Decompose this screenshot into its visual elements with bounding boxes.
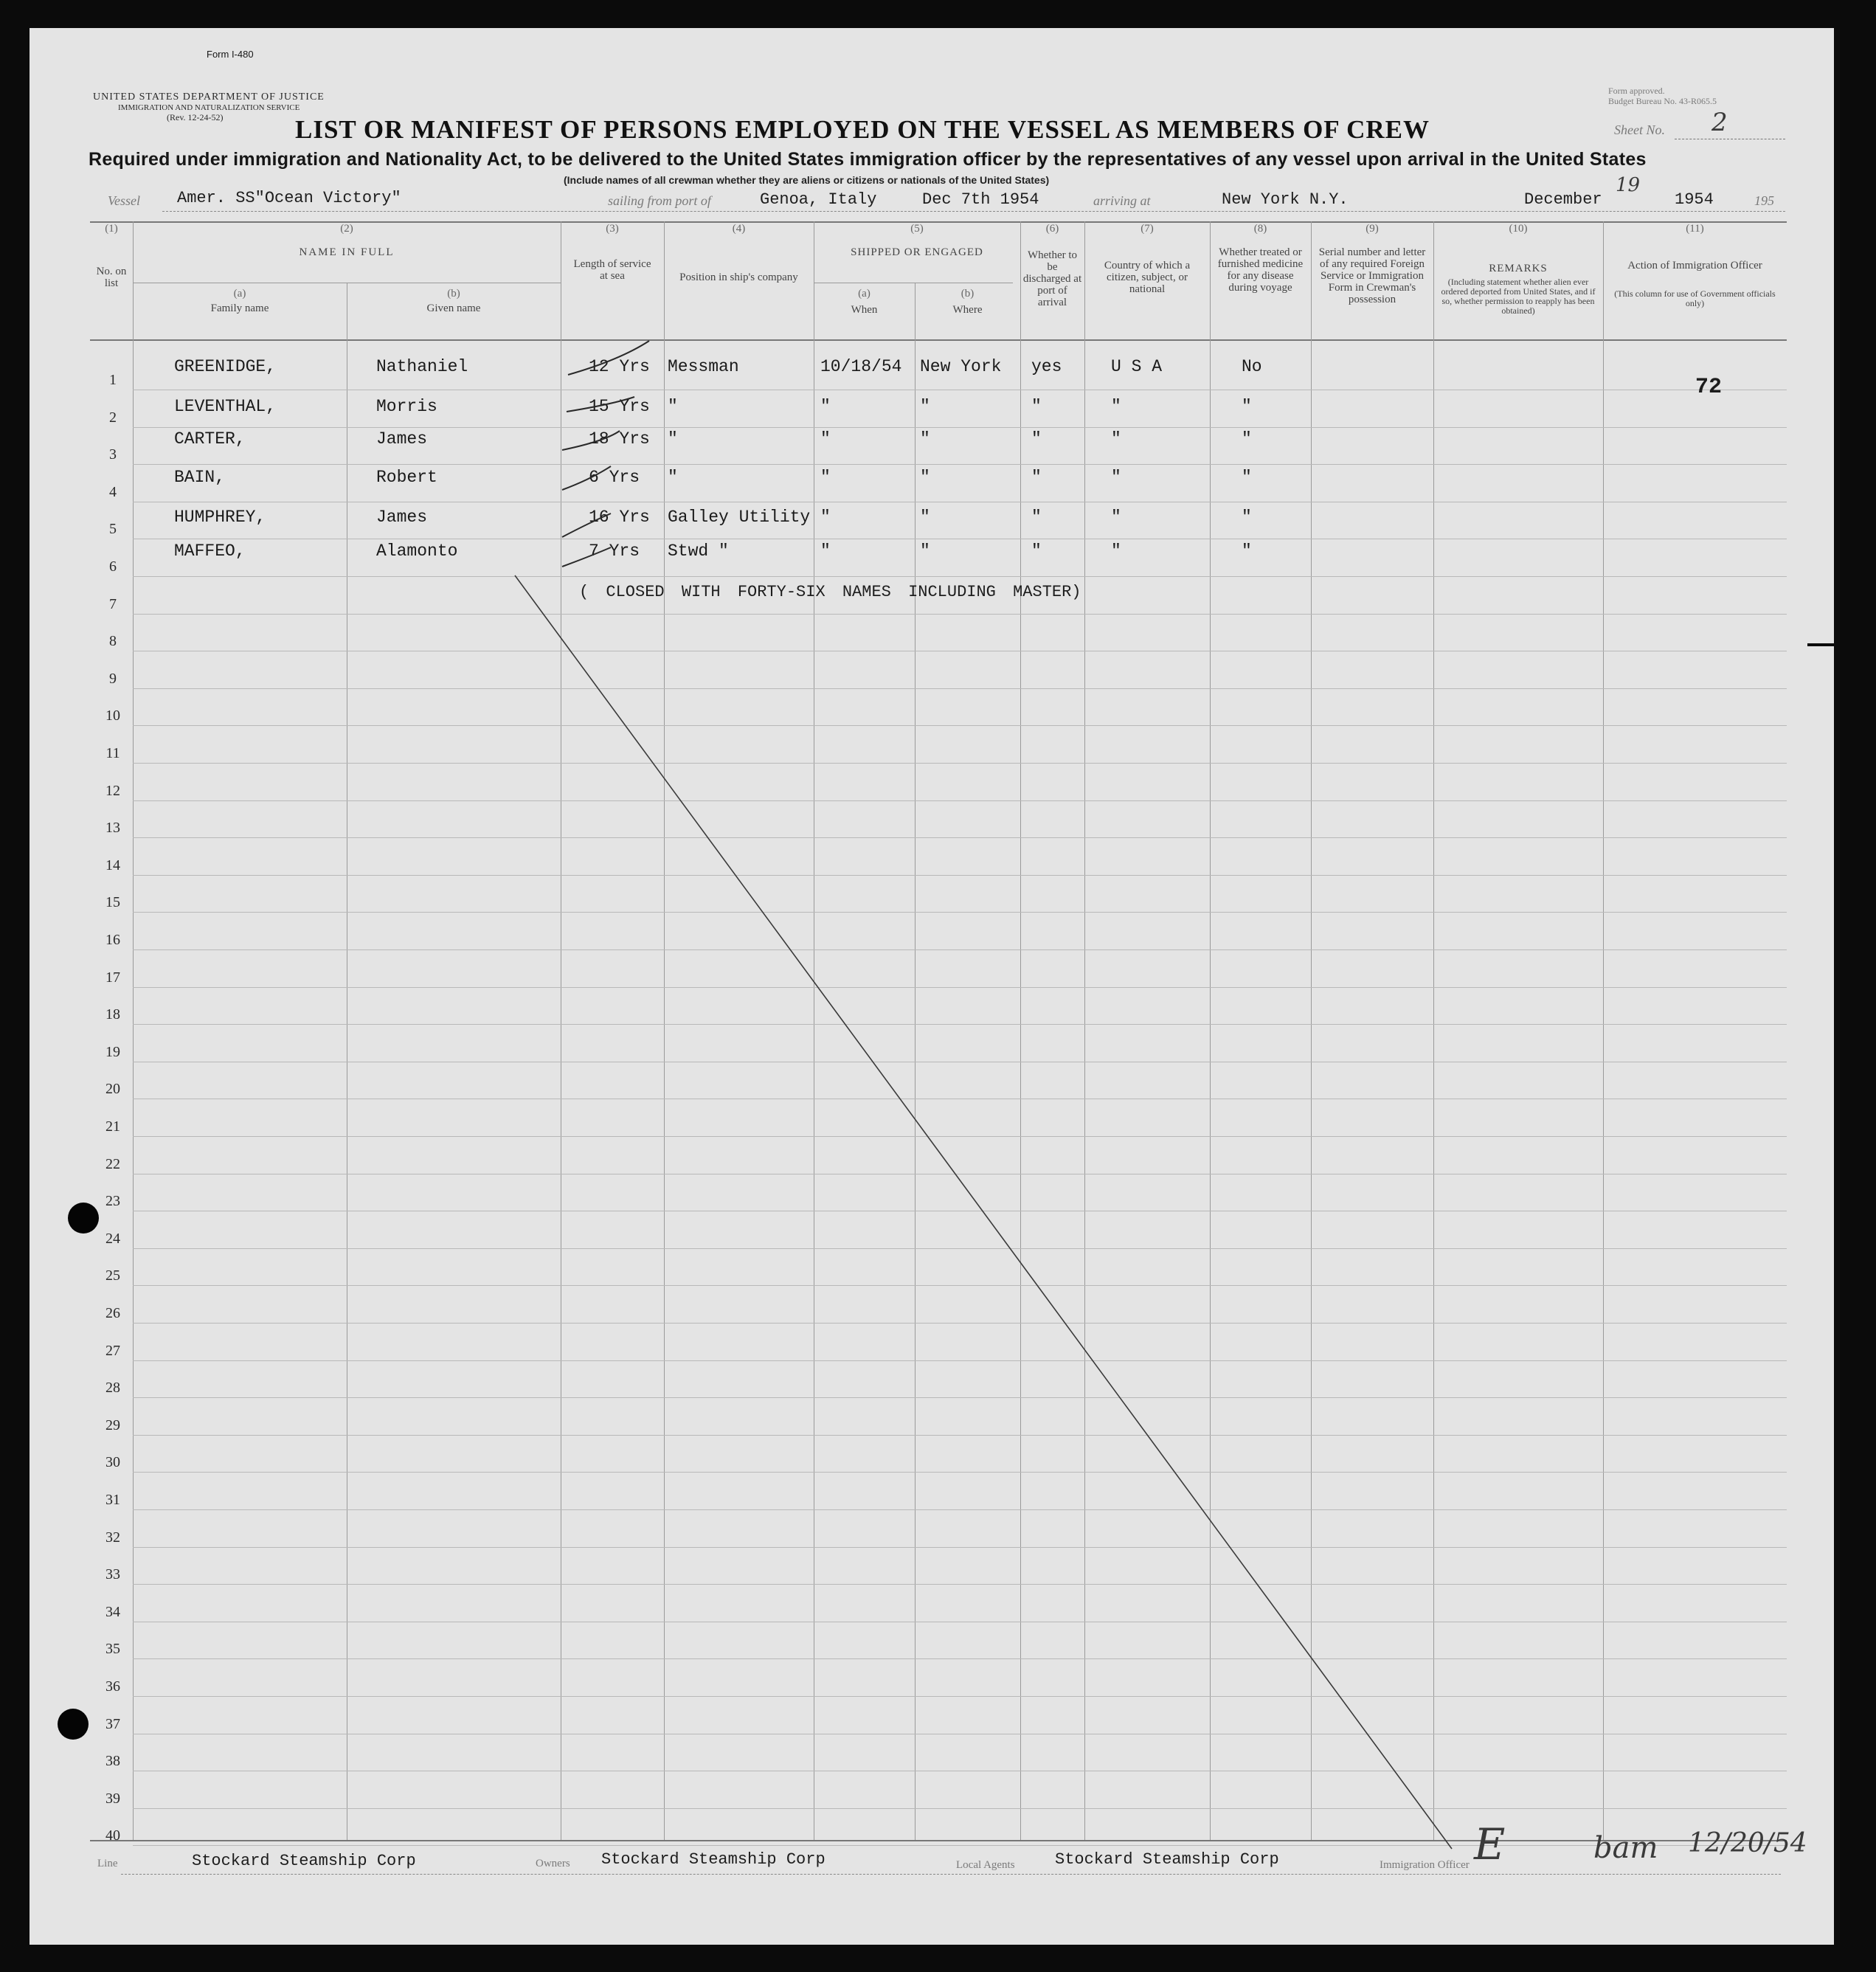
- cell-service: 18 Yrs: [589, 429, 650, 449]
- line-number: 4: [109, 484, 117, 500]
- col4-num: (4): [732, 223, 746, 235]
- col5a-num: (a): [858, 288, 870, 300]
- cell-medicine: ": [1242, 542, 1252, 561]
- line-number: 32: [105, 1529, 120, 1546]
- line-number: 20: [105, 1081, 120, 1097]
- cell-discharged: ": [1031, 429, 1042, 449]
- page-title: LIST OR MANIFEST OF PERSONS EMPLOYED ON THE VESSEL AS MEMBERS OF CREW: [295, 115, 1430, 144]
- col5b-num: (b): [961, 288, 975, 300]
- cell-medicine: ": [1242, 468, 1252, 487]
- cell-position: Galley Utility: [668, 508, 811, 527]
- cell-when: 10/18/54: [820, 357, 902, 376]
- line-number: 12: [105, 783, 120, 799]
- col8-num: (8): [1253, 223, 1267, 235]
- col2a-num: (a): [233, 288, 246, 300]
- line-number: 5: [109, 521, 117, 537]
- vessel-label: Vessel: [108, 193, 140, 208]
- arrival-month: December: [1524, 190, 1602, 209]
- sheet-number: 2: [1711, 108, 1728, 137]
- cell-position: ": [668, 429, 678, 449]
- col4-label: Position in ship's company: [679, 271, 798, 283]
- punch-hole-lower: [58, 1709, 89, 1740]
- cell-family: HUMPHREY,: [174, 508, 266, 527]
- line-value: Stockard Steamship Corp: [192, 1852, 416, 1870]
- tick-mark-6: [562, 547, 611, 567]
- col2a-label: Family name: [210, 302, 269, 314]
- line-number: 1: [109, 372, 117, 388]
- line-number: 14: [105, 857, 120, 873]
- col5a-label: When: [851, 304, 878, 316]
- col9-num: (9): [1366, 223, 1379, 235]
- cell-country: ": [1111, 468, 1121, 487]
- col5-label: SHIPPED OR ENGAGED: [851, 246, 983, 258]
- footer-rule: [121, 1874, 1781, 1875]
- col11-num: (11): [1686, 223, 1704, 235]
- col11-label: Action of Immigration Officer: [1627, 260, 1762, 271]
- form-number: Form I-480: [207, 49, 254, 60]
- cell-country: U S A: [1111, 357, 1163, 376]
- line-number: 19: [105, 1044, 120, 1060]
- cell-medicine: No: [1242, 357, 1262, 376]
- col5b-label: Where: [952, 304, 983, 316]
- cell-service: 15 Yrs: [589, 397, 650, 416]
- col8-label: Whether treated or furnished medicine for any disease during voyage: [1217, 246, 1304, 294]
- col2-label: NAME IN FULL: [299, 246, 395, 258]
- line-number: 6: [109, 558, 117, 575]
- cell-family: GREENIDGE,: [174, 357, 277, 376]
- form-approval: Form approved.: [1608, 86, 1665, 96]
- line-number: 10: [105, 708, 120, 724]
- line-number: 24: [105, 1231, 120, 1247]
- line-number: 30: [105, 1454, 120, 1470]
- arrival-day: 19: [1616, 174, 1641, 196]
- budget-bureau: Budget Bureau No. 43-R065.5: [1608, 96, 1717, 106]
- manifest-sheet: [30, 28, 1834, 1945]
- edge-tab-mark: [1807, 643, 1834, 646]
- col2-num: (2): [340, 223, 353, 235]
- line-number: 13: [105, 820, 120, 836]
- col9-label: Serial number and letter of any required Foreign Service or Immigration Form in Crewman's possession: [1318, 246, 1426, 305]
- line-number: 36: [105, 1678, 120, 1695]
- arrival-year: 1954: [1675, 190, 1714, 209]
- col5-num: (5): [910, 223, 924, 235]
- cell-given: Nathaniel: [376, 357, 468, 376]
- line-number: 37: [105, 1716, 120, 1732]
- cell-service: 12 Yrs: [589, 357, 650, 376]
- cell-discharged: ": [1031, 397, 1042, 416]
- col3-label: Length of service at sea: [573, 258, 651, 282]
- line-number: 31: [105, 1492, 120, 1508]
- vessel-name: Amer. SS"Ocean Victory": [177, 189, 401, 207]
- line-number: 11: [105, 745, 120, 761]
- col10-label: REMARKS: [1489, 263, 1548, 274]
- agents-label: Local Agents: [956, 1859, 1015, 1871]
- cell-country: ": [1111, 542, 1121, 561]
- line-number: 23: [105, 1193, 120, 1209]
- officer-initials: bam: [1593, 1831, 1658, 1865]
- cell-position: Messman: [668, 357, 739, 376]
- cell-where: ": [920, 468, 930, 487]
- owners-label: Owners: [536, 1858, 570, 1869]
- col6-label: Whether to be discharged at port of arrival: [1022, 249, 1082, 308]
- officer-date: 12/20/54: [1688, 1828, 1807, 1858]
- cell-given: Morris: [376, 397, 437, 416]
- sailing-label: sailing from port of: [608, 193, 711, 208]
- owners-value: Stockard Steamship Corp: [601, 1850, 825, 1869]
- col2b-num: (b): [447, 288, 460, 300]
- line-number: 17: [105, 969, 120, 986]
- col1-num: (1): [105, 223, 118, 235]
- col6-num: (6): [1045, 223, 1059, 235]
- col7-label: Country of which a citizen, subject, or national: [1104, 260, 1191, 295]
- cell-where: ": [920, 508, 930, 527]
- line-number: 18: [105, 1006, 120, 1023]
- tick-mark-3: [562, 431, 620, 450]
- cell-when: ": [820, 429, 831, 449]
- cell-medicine: ": [1242, 429, 1252, 449]
- cell-family: MAFFEO,: [174, 542, 246, 561]
- col2b-label: Given name: [426, 302, 481, 314]
- cell-discharged: ": [1031, 508, 1042, 527]
- punch-hole-upper: [68, 1203, 99, 1234]
- cell-discharged: ": [1031, 542, 1042, 561]
- line-number: 27: [105, 1343, 120, 1359]
- cell-discharged: yes: [1031, 357, 1062, 376]
- sheet-label: Sheet No.: [1614, 122, 1665, 137]
- line-number: 33: [105, 1566, 120, 1582]
- sail-date: Dec 7th 1954: [922, 190, 1039, 209]
- line-number: 39: [105, 1791, 120, 1807]
- col11-sub: (This column for use of Government officials only): [1614, 288, 1776, 308]
- cell-country: ": [1111, 429, 1121, 449]
- line-number: 26: [105, 1305, 120, 1321]
- line-number: 15: [105, 894, 120, 910]
- line-number: 16: [105, 932, 120, 948]
- line-number: 25: [105, 1267, 120, 1284]
- revision: (Rev. 12-24-52): [167, 112, 224, 122]
- cell-country: ": [1111, 508, 1121, 527]
- cell-when: ": [820, 397, 831, 416]
- cell-medicine: ": [1242, 508, 1252, 527]
- cell-where: ": [920, 397, 930, 416]
- diagonal-strike-line: [515, 575, 1452, 1849]
- officer-signature: E: [1474, 1819, 1506, 1869]
- cell-when: ": [820, 542, 831, 561]
- col10-num: (10): [1509, 223, 1528, 235]
- agents-value: Stockard Steamship Corp: [1055, 1850, 1279, 1869]
- tick-mark-2: [567, 397, 634, 412]
- line-number: 40: [105, 1827, 120, 1844]
- departure-port: Genoa, Italy: [760, 190, 877, 209]
- col1-label: No. on list: [96, 266, 127, 289]
- line-number: 28: [105, 1380, 120, 1396]
- tick-mark-5: [562, 513, 611, 537]
- cell-position: Stwd ": [668, 542, 729, 561]
- cell-when: ": [820, 508, 831, 527]
- subtitle: Required under immigration and Nationality Act, to be delivered to the United States immigration officer by the representatives of any vessel upon arrival in the United States: [89, 149, 1647, 170]
- cell-position: ": [668, 468, 678, 487]
- arriving-label: arriving at: [1093, 193, 1151, 208]
- line-number: 8: [109, 633, 117, 649]
- cell-given: James: [376, 429, 428, 449]
- officer-label: Immigration Officer: [1380, 1859, 1470, 1871]
- line-number: 34: [105, 1604, 120, 1620]
- service: IMMIGRATION AND NATURALIZATION SERVICE: [118, 103, 300, 112]
- cell-when: ": [820, 468, 831, 487]
- cell-where: New York: [920, 357, 1002, 376]
- line-number: 22: [105, 1156, 120, 1172]
- cell-service: 7 Yrs: [589, 542, 640, 561]
- cell-given: James: [376, 508, 428, 527]
- cell-given: Robert: [376, 468, 437, 487]
- cell-medicine: ": [1242, 397, 1252, 416]
- cell-service: 16 Yrs: [589, 508, 650, 527]
- cell-position: ": [668, 397, 678, 416]
- line-number: 21: [105, 1118, 120, 1135]
- line-number: 35: [105, 1641, 120, 1657]
- col7-num: (7): [1141, 223, 1154, 235]
- line-number: 9: [109, 671, 117, 687]
- arrival-port: New York N.Y.: [1222, 190, 1349, 209]
- cell-where: ": [920, 542, 930, 561]
- cell-service: 6 Yrs: [589, 468, 640, 487]
- cell-given: Alamonto: [376, 542, 458, 561]
- line-label: Line: [97, 1858, 118, 1869]
- line-number: 7: [109, 596, 117, 612]
- pen-marks: [30, 28, 1834, 1945]
- cell-where: ": [920, 429, 930, 449]
- department: UNITED STATES DEPARTMENT OF JUSTICE: [93, 91, 325, 103]
- line-number: 29: [105, 1417, 120, 1433]
- cell-country: ": [1111, 397, 1121, 416]
- closing-note: ( CLOSED WITH FORTY-SIX NAMES INCLUDING MASTER): [579, 583, 1081, 601]
- year-suffix: 195: [1754, 193, 1774, 208]
- col10-sub: (Including statement whether alien ever ordered deported from United States, and if so, whether permission to reapply has been obtained): [1441, 277, 1596, 316]
- cell-family: LEVENTHAL,: [174, 397, 277, 416]
- line-number: 38: [105, 1753, 120, 1769]
- col3-num: (3): [606, 223, 619, 235]
- line-number: 2: [109, 409, 117, 426]
- tick-mark-1: [568, 341, 649, 375]
- cell-family: BAIN,: [174, 468, 226, 487]
- cell-family: CARTER,: [174, 429, 246, 449]
- line-number: 3: [109, 446, 117, 463]
- cell-discharged: ": [1031, 468, 1042, 487]
- subtitle-note: (Include names of all crewman whether they are aliens or citizens or nationals of the United States): [564, 174, 1050, 186]
- tick-mark-4: [562, 466, 611, 490]
- officer-count-mark: 72: [1695, 375, 1723, 400]
